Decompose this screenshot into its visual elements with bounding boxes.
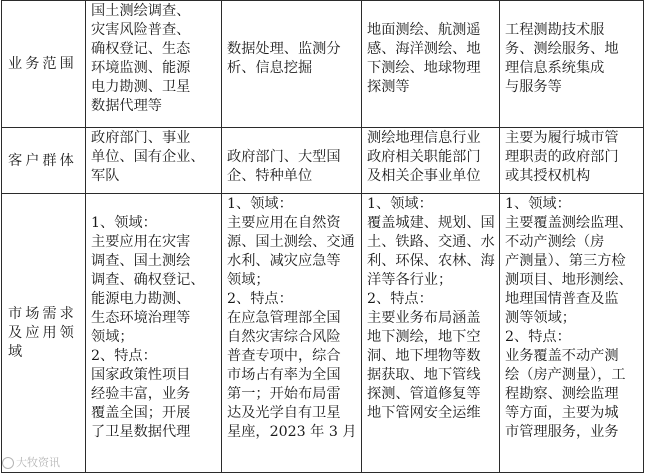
cell-line: 单位、国有企业、 bbox=[91, 149, 205, 165]
table-row-customer-group bbox=[2, 128, 644, 194]
cell-line: 覆盖全国；开展 bbox=[91, 405, 191, 421]
table-row-business-scope bbox=[2, 1, 644, 128]
cell-line bbox=[227, 2, 357, 21]
table-cell bbox=[86, 128, 222, 194]
cell-line: 水利、减灾应急等 bbox=[227, 253, 341, 269]
cell-line: 绘（房产测量），工 bbox=[505, 367, 626, 383]
cell-line: 调查、确权登记、 bbox=[91, 272, 205, 288]
cell-line: 自然灾害综合风险 bbox=[227, 329, 341, 345]
cell-line: 主要应用在自然资 bbox=[227, 215, 341, 231]
cell-line: 政府相关职能部门 bbox=[367, 149, 481, 165]
cell-line: 达及光学自有卫星 bbox=[227, 405, 341, 421]
cell-line: 据获取、地下管线 bbox=[367, 367, 481, 383]
cell-line: 与服务等 bbox=[505, 79, 562, 95]
cell-line: 确权登记、生态 bbox=[91, 41, 191, 57]
cell-line: 土、铁路、交通、水 bbox=[367, 234, 495, 250]
cell-line: 经验丰富，业务 bbox=[91, 386, 191, 402]
cell-line: 利、环保、农林、海 bbox=[367, 253, 495, 269]
cell-line: 析、信息挖掘 bbox=[227, 60, 313, 76]
table-cell bbox=[500, 194, 644, 473]
cell-line: 理信息系统集成 bbox=[505, 60, 605, 76]
table-cell bbox=[86, 1, 222, 128]
cell-line: 不动产测绘（房 bbox=[505, 234, 605, 250]
cell-line: 地下测绘，地下空 bbox=[367, 329, 481, 345]
cell-line bbox=[367, 2, 495, 21]
cell-line: 地理国情普查及监 bbox=[505, 291, 619, 307]
cell-line: 1、领域： bbox=[367, 196, 433, 212]
cell-line bbox=[227, 21, 357, 40]
table-cell bbox=[362, 128, 500, 194]
cell-line: 数据处理、监测分 bbox=[227, 41, 341, 57]
cell-line: 2、特点： bbox=[367, 291, 433, 307]
watermark-text: 大牧资讯 bbox=[16, 456, 60, 469]
cell-line: 理职责的政府部门 bbox=[505, 149, 619, 165]
table-cell bbox=[362, 194, 500, 473]
cell-line: 测绘地理信息行业 bbox=[367, 130, 481, 146]
cell-line: 市场占有率为全国 bbox=[227, 367, 341, 383]
cell-line: 环境监测、能源 bbox=[91, 60, 191, 76]
table-cell bbox=[500, 128, 644, 194]
cell-line: 测等领域； bbox=[505, 310, 576, 326]
cell-line: 覆盖城建、规划、国 bbox=[367, 215, 495, 231]
cell-line: 调查、国土测绘 bbox=[91, 253, 191, 269]
cell-line: 源、国土测绘、交通 bbox=[227, 234, 355, 250]
cell-line: 2、特点： bbox=[91, 348, 157, 364]
cell-line: 生态环境治理等 bbox=[91, 310, 191, 326]
table-cell bbox=[222, 194, 362, 473]
row-header-business-scope: 业务范围 bbox=[2, 1, 86, 128]
watermark-logo-icon bbox=[2, 457, 14, 469]
cell-line: 务、测绘服务、地 bbox=[505, 41, 619, 57]
cell-line: 及相关企事业单位 bbox=[367, 168, 481, 184]
cell-line: 政府部门、事业 bbox=[91, 130, 191, 146]
cell-line: 1、领域： bbox=[91, 215, 157, 231]
cell-line: 程勘察、测绘监理 bbox=[505, 386, 619, 402]
cell-line: 下测绘、地球物理 bbox=[367, 60, 481, 76]
cell-line: 等方面，主要为城 bbox=[505, 405, 619, 421]
comparison-table bbox=[1, 0, 644, 473]
cell-line: 军队 bbox=[91, 168, 120, 184]
cell-line: 国家政策性项目 bbox=[91, 367, 191, 383]
cell-line bbox=[91, 195, 217, 214]
cell-line: 能源电力勘测、 bbox=[91, 291, 191, 307]
cell-line: 测项目、地形测绘、 bbox=[505, 272, 633, 288]
cell-line: 产测量）、第三方检 bbox=[505, 253, 626, 269]
cell-line: 探测、管道修复等 bbox=[367, 386, 481, 402]
cell-line: 星座，2023 年 3 月 bbox=[227, 424, 357, 440]
cell-line: 洞、地下埋物等数 bbox=[367, 348, 481, 364]
cell-line bbox=[227, 129, 357, 148]
watermark bbox=[2, 454, 60, 470]
cell-line: 市管理服务，业务 bbox=[505, 424, 619, 440]
table-cell bbox=[362, 1, 500, 128]
cell-line: 了卫星数据代理 bbox=[91, 424, 191, 440]
cell-line: 在应急管理部全国 bbox=[227, 310, 341, 326]
cell-line: 主要为履行城市管 bbox=[505, 130, 619, 146]
cell-line: 地下管网安全运维 bbox=[367, 405, 481, 421]
table-cell bbox=[222, 128, 362, 194]
cell-line: 数据代理等 bbox=[91, 98, 162, 114]
cell-line: 企、特种单位 bbox=[227, 168, 313, 184]
cell-line: 工程测勘技术服 bbox=[505, 22, 605, 38]
cell-line: 1、领域： bbox=[227, 196, 293, 212]
cell-line: 普查专项中，综合 bbox=[227, 348, 341, 364]
cell-line: 主要应用在灾害 bbox=[91, 234, 191, 250]
cell-line: 2、特点： bbox=[505, 329, 571, 345]
cell-line: 或其授权机构 bbox=[505, 168, 591, 184]
cell-line: 第一；开始布局雷 bbox=[227, 386, 341, 402]
cell-line: 领域； bbox=[227, 272, 270, 288]
row-header-market-demand: 市场需求及应用领域 bbox=[2, 194, 86, 473]
table-cell bbox=[222, 1, 362, 128]
cell-line: 灾害风险普查、 bbox=[91, 22, 191, 38]
cell-line: 2、特点： bbox=[227, 291, 293, 307]
cell-line: 领域； bbox=[91, 329, 134, 345]
cell-line: 国土测绘调查、 bbox=[91, 3, 191, 19]
cell-line: 探测等 bbox=[367, 79, 410, 95]
cell-line: 感、海洋测绘、地 bbox=[367, 41, 481, 57]
cell-line: 洋等各行业； bbox=[367, 272, 453, 288]
table-row-market-demand bbox=[2, 194, 644, 473]
table-cell bbox=[86, 194, 222, 473]
cell-line: 政府部门、大型国 bbox=[227, 149, 341, 165]
cell-line: 地面测绘、航测遥 bbox=[367, 22, 481, 38]
table-cell bbox=[500, 1, 644, 128]
cell-line: 主要业务布局涵盖 bbox=[367, 310, 481, 326]
cell-line: 主要覆盖测绘监理、 bbox=[505, 215, 633, 231]
row-header-customer-group: 客户群体 bbox=[2, 128, 86, 194]
cell-line: 业务覆盖不动产测 bbox=[505, 348, 619, 364]
cell-line: 1、领域： bbox=[505, 196, 571, 212]
cell-line bbox=[505, 2, 639, 21]
cell-line: 电力勘测、卫星 bbox=[91, 79, 191, 95]
